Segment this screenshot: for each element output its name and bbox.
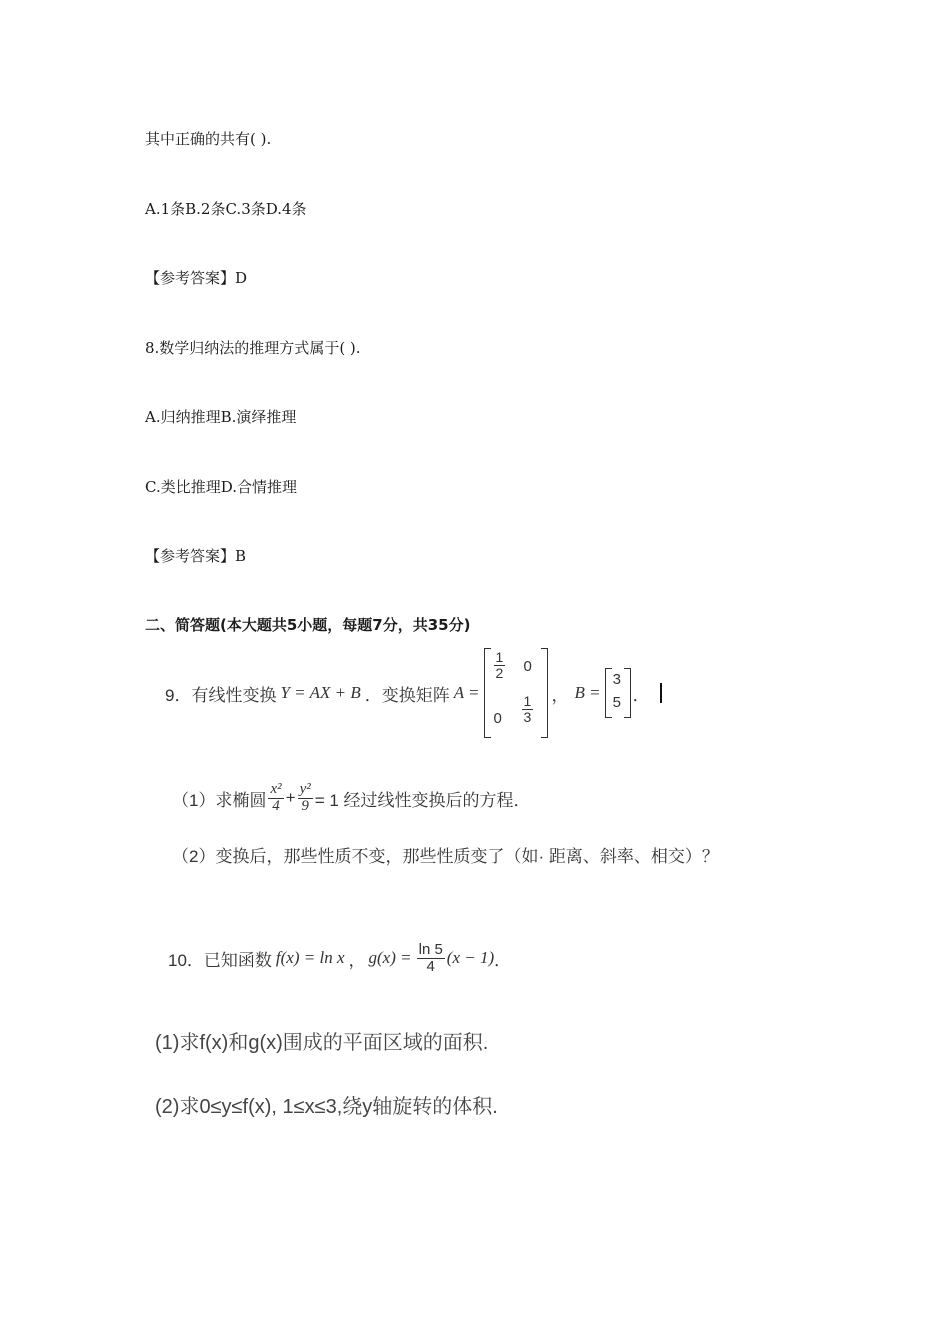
section-title: 二、简答题(本大题共5小题，每题7分，共35分): [145, 616, 471, 634]
q10-g-tail: (x − 1): [446, 948, 495, 967]
a21: 0: [493, 710, 502, 727]
g-num: ln 5: [418, 940, 443, 958]
q9-part2: （2）变换后，那些性质不变，那些性质变了（如· 距离、斜率、相交）？: [172, 847, 719, 866]
q9-part1-lead: （1）求椭圆: [172, 790, 267, 810]
q9-part1-tail: = 1 经过线性变换后的方程．: [314, 790, 531, 810]
q8-answer: 【参考答案】B: [145, 547, 247, 565]
b2: 5: [612, 694, 621, 711]
q9-part1: [172, 775, 531, 821]
q10-part1: (1)求f(x)和g(x)围成的平面区域的面积.: [155, 1032, 489, 1054]
q9-lead: 9．有线性变换: [165, 685, 277, 705]
q9-comma: ，: [551, 685, 569, 705]
q8-options-ab: A.归纳推理B.演绎推理: [145, 408, 297, 426]
g-den: 4: [426, 957, 435, 975]
q7-answer: 【参考答案】D: [145, 269, 248, 287]
matrix-b-label: B =: [574, 683, 601, 702]
q7-options: A.1条B.2条C.3条D.4条: [145, 200, 307, 218]
q8-stem: 8.数学归纳法的推理方式属于( ).: [145, 339, 361, 357]
q10-f: f(x) = ln x: [275, 948, 345, 967]
q10-lead: 10．已知函数: [168, 950, 272, 970]
q9-equation: Y = AX + B: [280, 683, 361, 702]
matrix-a-label: A =: [453, 683, 480, 702]
a22-den: 3: [523, 708, 532, 725]
text-cursor: [660, 683, 662, 703]
p1-y-num: y²: [299, 780, 311, 797]
b1: 3: [612, 671, 621, 688]
q9-statement: [165, 647, 662, 739]
a11-den: 2: [495, 664, 504, 681]
p1-x-num: x²: [270, 780, 282, 797]
p1-y-den: 9: [301, 797, 309, 814]
p1-x-den: 4: [272, 797, 280, 814]
q8-options-cd: C.类比推理D.合情推理: [145, 478, 297, 496]
q10-sep: ，: [348, 950, 366, 970]
q10-statement: [168, 935, 511, 981]
matrix-a: [484, 648, 548, 738]
q10-g-lead: g(x) =: [368, 948, 412, 967]
a11-num: 1: [495, 649, 504, 665]
q7-stem-tail: 其中正确的共有( ).: [145, 130, 272, 148]
p1-plus: +: [285, 788, 296, 807]
q10-end: ．: [494, 950, 512, 970]
q10-part2: (2)求0≤y≤f(x), 1≤x≤3,绕y轴旋转的体积.: [155, 1096, 498, 1118]
a12: 0: [523, 658, 532, 675]
q9-end: ．: [632, 685, 650, 705]
q9-mid: ．变换矩阵: [364, 685, 450, 705]
matrix-b: [605, 668, 631, 718]
a22-num: 1: [523, 693, 532, 709]
